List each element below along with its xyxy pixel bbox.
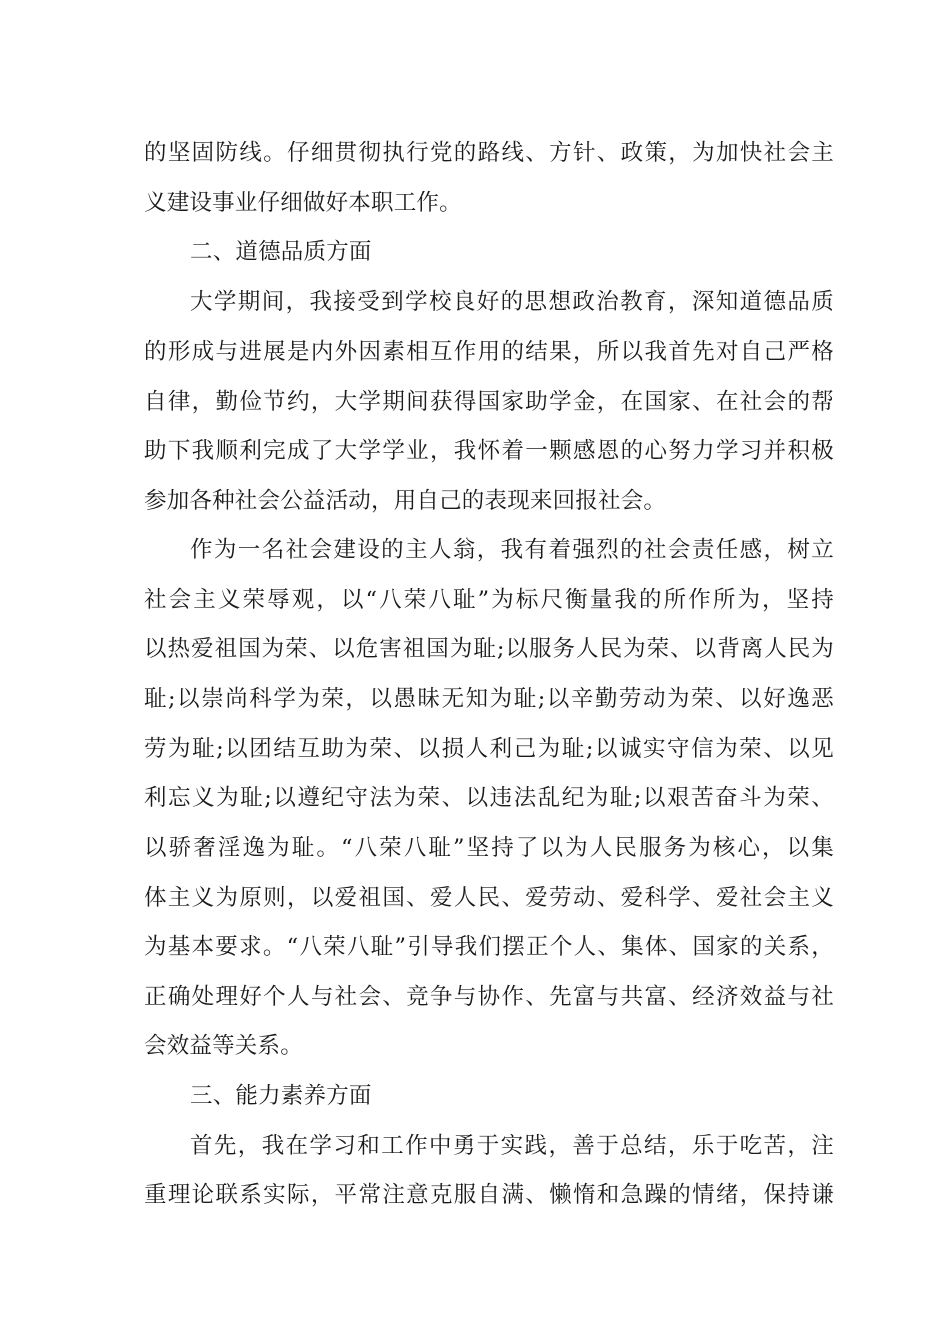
- text-line: 义建设事业仔细做好本职工作。: [144, 190, 462, 216]
- text-line: 重理论联系实际，平常注意克服自满、懒惰和急躁的情绪，保持谦: [144, 1182, 834, 1208]
- text-line: 助下我顺利完成了大学学业，我怀着一颗感恩的心努力学习并积极: [144, 438, 834, 464]
- section-heading: 三、能力素养方面: [190, 1083, 372, 1109]
- text-line: 首先，我在学习和工作中勇于实践，善于总结，乐于吃苦，注: [190, 1133, 834, 1159]
- text-line: 为基本要求。“八荣八耻”引导我们摆正个人、集体、国家的关系，: [144, 934, 834, 960]
- text-line: 以骄奢淫逸为耻。“八荣八耻”坚持了以为人民服务为核心，以集: [144, 835, 834, 861]
- text-line: 正确处理好个人与社会、竞争与协作、先富与共富、经济效益与社: [144, 984, 834, 1010]
- text-line: 体主义为原则，以爱祖国、爱人民、爱劳动、爱科学、爱社会主义: [144, 885, 834, 911]
- text-line: 耻;以崇尚科学为荣，以愚昧无知为耻;以辛勤劳动为荣、以好逸恶: [144, 686, 834, 712]
- text-line: 利忘义为耻;以遵纪守法为荣、以违法乱纪为耻;以艰苦奋斗为荣、: [144, 785, 834, 811]
- text-line: 大学期间，我接受到学校良好的思想政治教育，深知道德品质: [190, 289, 834, 315]
- section-heading: 二、道德品质方面: [190, 239, 372, 265]
- text-line: 劳为耻;以团结互助为荣、以损人利己为耻;以诚实守信为荣、以见: [144, 736, 834, 762]
- text-line: 社会主义荣辱观，以“八荣八耻”为标尺衡量我的所作所为，坚持: [144, 587, 834, 613]
- text-line: 的形成与进展是内外因素相互作用的结果，所以我首先对自己严格: [144, 339, 834, 365]
- text-line: 的坚固防线。仔细贯彻执行党的路线、方针、政策，为加快社会主: [144, 140, 834, 166]
- text-line: 会效益等关系。: [144, 1033, 303, 1059]
- text-line: 以热爱祖国为荣、以危害祖国为耻;以服务人民为荣、以背离人民为: [144, 636, 834, 662]
- text-line: 自律，勤俭节约，大学期间获得国家助学金，在国家、在社会的帮: [144, 389, 834, 415]
- text-line: 参加各种社会公益活动，用自己的表现来回报社会。: [144, 488, 667, 514]
- text-line: 作为一名社会建设的主人翁，我有着强烈的社会责任感，树立: [190, 537, 834, 563]
